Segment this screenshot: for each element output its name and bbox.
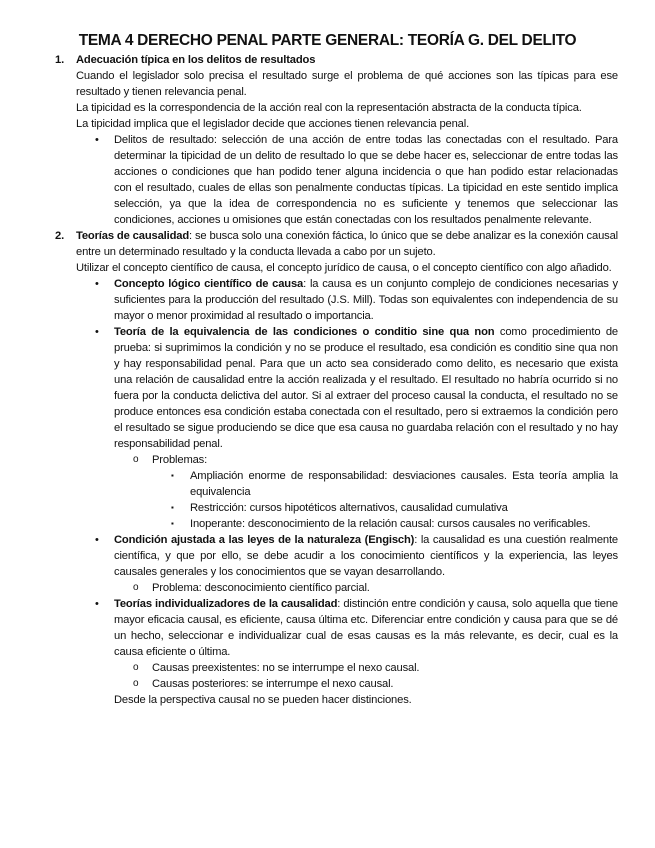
square-bullet-item (0, 516, 655, 532)
sub-bullet-item (0, 660, 655, 676)
square-bullet-text: Ampliación enorme de responsabilidad: desviaciones causales. Esta teoría amplia la equivalencia (190, 470, 618, 498)
circle-bullet-marker: o (133, 662, 139, 673)
paragraph: La tipicidad es la correspondencia de la acción real con la representación abstracta de la conducta típica. (76, 102, 582, 114)
sub-bullet-item (0, 452, 655, 468)
document-body (0, 52, 655, 708)
bullet-marker: • (95, 278, 99, 290)
square-bullet-text: Inoperante: desconocimiento de la relación causal: cursos causales no verificables. (190, 518, 591, 530)
bullet-marker: • (95, 326, 99, 338)
paragraph: Desde la perspectiva causal no se pueden hacer distinciones. (114, 694, 412, 706)
bullet-text: Teoría de la equivalencia de las condiciones o conditio sine qua non como procedimiento de prueba: si suprimimos la condición y no se produce el resultado, esa condición es conditio sine qua non y hay responsabilidad penal. Para que un acto sea considerado como delito, es necesario que exista una relación de causalidad entre la acción realizada y el resultado. El resultado no habría ocurrido si no fuera por la conducta delictiva del autor. Si al extraer del proceso causal la conducta, el resultado no se produce entonces esa condición estaba conectada con el resultado, pero si extraemos la condición pero el resultado se sigue produciendo se dice que esa causa no guardaba relación con el resultado y no hay responsabilidad penal. (114, 326, 618, 450)
paragraph: Cuando el legislador solo precisa el resultado surge el problema de qué acciones son las típicas para ese resultado y tienen relevancia penal. (76, 70, 618, 98)
square-bullet-item (0, 468, 655, 500)
bullet-item (0, 132, 655, 228)
section-heading: Teorías de causalidad: se busca solo una conexión fáctica, lo único que se debe analizar es la conexión causal entre un determinado resultado y la conducta llevada a cabo por un sujeto. (76, 230, 618, 258)
square-bullet-item (0, 500, 655, 516)
bullet-text: Delitos de resultado: selección de una acción de entre todas las conectadas con el resultado. Para determinar la tipicidad de un delito de resultado lo que se debe hacer es, seleccionar de entre todas las acciones o condiciones que han podido tener alguna incidencia o que han podido estar relacionadas con el resultado, cuales de ellas son penalmente conductas típicas. La tipicidad en este sentido implica selección, ya que la idea de correspondencia no es suficiente y tenemos que seleccionar las condiciones, acciones u omisiones que están conectadas con los resultados penalmente relevante. (114, 134, 618, 226)
circle-bullet-marker: o (133, 678, 139, 689)
section-number: 1. (55, 54, 65, 66)
circle-bullet-marker: o (133, 582, 139, 593)
sub-bullet-text: Causas posteriores: se interrumpe el nexo causal. (152, 678, 394, 690)
section-1 (0, 52, 655, 132)
sub-bullet-text: Causas preexistentes: no se interrumpe el nexo causal. (152, 662, 420, 674)
paragraph: La tipicidad implica que el legislador decide que acciones tienen relevancia penal. (76, 118, 470, 130)
closing-paragraph (0, 692, 655, 708)
square-bullet-marker: ▪ (171, 471, 174, 480)
bullet-text: Concepto lógico científico de causa: la causa es un conjunto complejo de condiciones necesarias y suficientes para la producción del resultado (J.S. Mill). Todas son equivalentes con independencia de su mayor o menor proximidad al resultado o importancia. (114, 278, 618, 322)
bullet-item (0, 532, 655, 580)
bullet-marker: • (95, 534, 99, 546)
document-title: TEMA 4 DERECHO PENAL PARTE GENERAL: TEORÍA G. DEL DELITO (78, 32, 577, 49)
sub-bullet-item (0, 580, 655, 596)
paragraph: Utilizar el concepto científico de causa, el concepto jurídico de causa, o el concepto científico con algo añadido. (76, 262, 612, 274)
square-bullet-marker: ▪ (171, 503, 174, 512)
sub-bullet-text: Problema: desconocimiento científico parcial. (152, 582, 370, 594)
section-number: 2. (55, 230, 65, 242)
sub-bullet-text: Problemas: (152, 454, 208, 466)
bullet-text: Teorías individualizadores de la causalidad: distinción entre condición y causa, solo aquella que tiene mayor eficacia causal, es eficiente, causa última etc. Diferenciar entre condición y causa para que se dé un hecho, seleccionar e individualizar cual de esas causas es la más relevante, es decir, cual es la causa eficiente o última. (114, 598, 619, 658)
sub-bullet-item (0, 676, 655, 692)
square-bullet-marker: ▪ (171, 519, 174, 528)
bullet-marker: • (95, 598, 99, 610)
bullet-marker: • (95, 134, 99, 146)
bullet-item (0, 596, 655, 660)
bullet-item (0, 276, 655, 324)
bullet-item (0, 324, 655, 452)
square-bullet-text: Restricción: cursos hipotéticos alternativos, causalidad cumulativa (190, 502, 508, 514)
section-2 (0, 228, 655, 276)
bullet-text: Condición ajustada a las leyes de la naturaleza (Engisch): la causalidad es una cuestión realmente científica, y que por ello, se debe acudir a los conocimiento científicos y la experiencia, las leyes causales generales y los conocimientos que se vayan desarrollando. (114, 534, 618, 578)
circle-bullet-marker: o (133, 454, 139, 465)
section-heading: Adecuación típica en los delitos de resultados (76, 54, 316, 66)
